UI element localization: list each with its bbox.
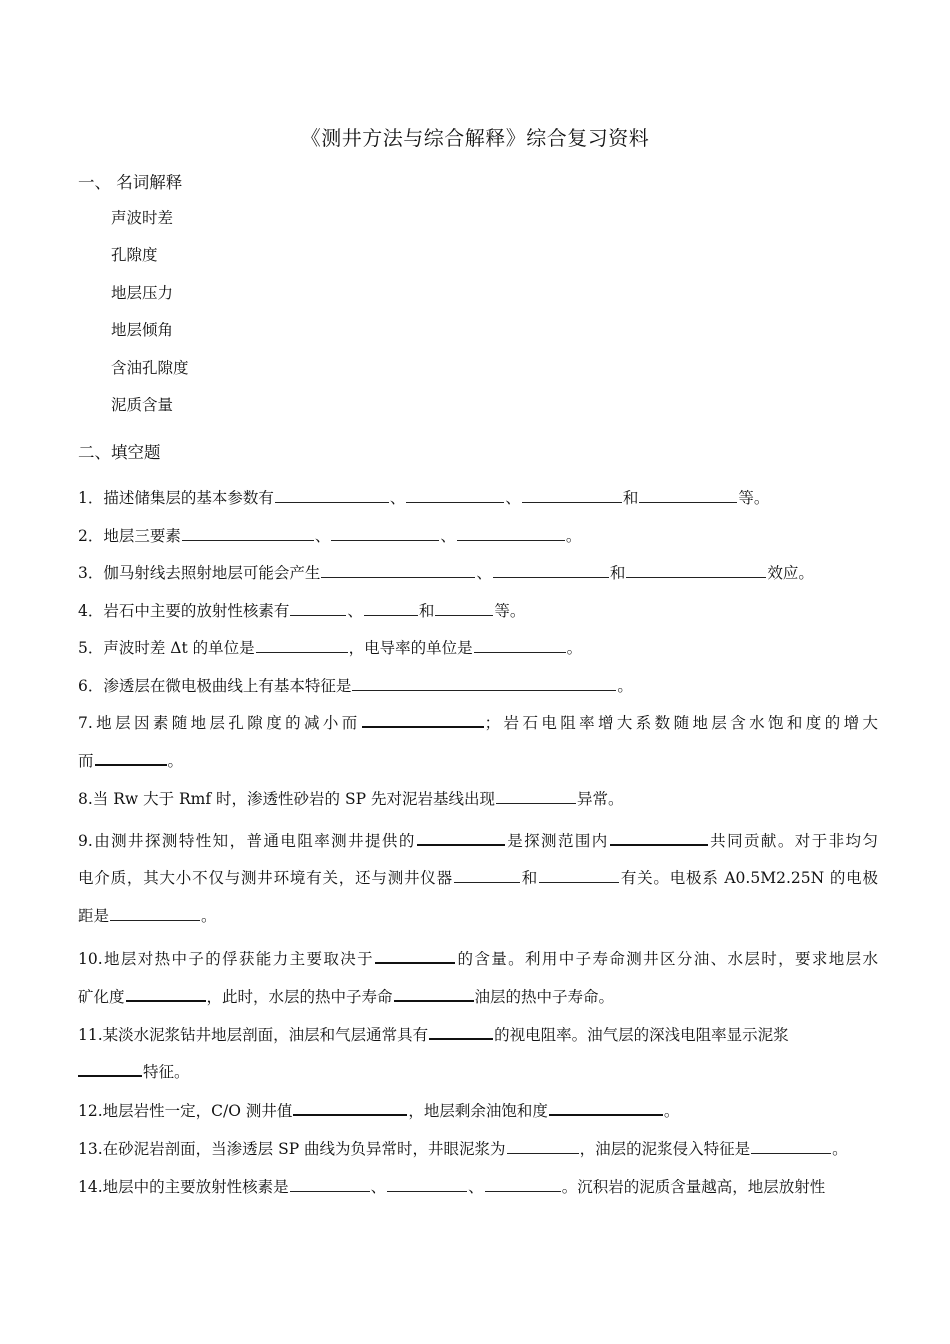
answer-blank[interactable] [429,1024,493,1040]
answer-blank[interactable] [256,638,348,653]
question-text: 和 [520,869,539,887]
question-text: 13.在砂泥岩剖面，当渗透层 SP 曲线为负异常时，井眼泥浆为 [78,1140,506,1158]
question-text: 和 [622,489,639,507]
question-text: 。 [201,907,217,925]
question-text: 油层的热中子寿命。 [474,988,615,1006]
question-text: 效应。 [767,564,814,582]
question-text: 、 [440,527,456,545]
question-text: 2．地层三要素 [78,527,181,545]
question-text: 、 [476,564,492,582]
question-9-line-2 [78,859,878,897]
answer-blank[interactable] [626,563,766,578]
answer-blank[interactable] [95,750,167,766]
question-text: 。 [617,677,633,695]
question-text: 6．渗透层在微电极曲线上有基本特征是 [78,677,352,695]
question-text: 。沉积岩的泥质含量越高，地层放射性 [561,1178,826,1196]
answer-blank[interactable] [485,1177,561,1192]
answer-blank[interactable] [290,601,346,616]
question-text: 8.当 Rw 大于 Rmf 时，渗透性砂岩的 SP 先对泥岩基线出现 [78,790,495,808]
question-2 [78,517,878,555]
question-text: 、 [468,1178,484,1196]
answer-blank[interactable] [522,488,622,503]
answer-blank[interactable] [182,526,314,541]
question-text: 、 [505,489,521,507]
question-text: 7.地层因素随地层孔隙度的减小而 [78,714,361,732]
question-text: 和 [609,564,626,582]
question-11-line-2 [78,1053,878,1091]
answer-blank[interactable] [78,1061,142,1077]
answer-blank[interactable] [290,1177,370,1192]
question-text: ，电导率的单位是 [348,639,473,657]
question-text: 、 [389,489,406,507]
question-text: 异常。 [576,790,624,808]
term-item: 含油孔隙度 [111,359,189,377]
question-text: 3．伽马射线去照射地层可能会产生 [78,564,321,582]
question-text: 。 [663,1102,680,1120]
question-text: 。 [167,752,184,770]
question-5 [78,629,878,667]
answer-blank[interactable] [507,1139,579,1154]
answer-blank[interactable] [331,526,439,541]
question-text: ，油层的泥浆侵入特征是 [579,1140,751,1158]
answer-blank[interactable] [352,676,616,691]
answer-blank[interactable] [457,526,565,541]
question-text: ，此时，水层的热中子寿命 [206,988,393,1006]
question-text: 5．声波时差 Δt 的单位是 [78,639,255,657]
section-heading-terms: 一、 名词解释 [78,173,183,192]
question-text: 等。 [494,602,526,620]
answer-blank[interactable] [375,948,455,964]
question-text: 、 [347,602,363,620]
question-9-line-1 [78,822,878,860]
question-text: 是探测范围内 [505,832,609,850]
question-9-line-3 [78,897,878,935]
question-12 [78,1092,878,1130]
question-text: 4．岩石中主要的放射性核素有 [78,602,290,620]
question-text: 。 [832,1140,848,1158]
question-text: ，地层剩余油饱和度 [408,1102,548,1120]
term-item: 地层倾角 [111,321,174,339]
question-6 [78,667,878,705]
answer-blank[interactable] [610,830,708,846]
question-text: 和 [418,602,435,620]
answer-blank[interactable] [549,1100,663,1116]
question-text: 的视电阻率。油气层的深浅电阻率显示泥浆 [494,1026,789,1044]
question-text: 11.某淡水泥浆钻井地层剖面，油层和气层通常具有 [78,1026,429,1044]
term-item: 声波时差 [111,209,174,227]
term-item: 泥质含量 [111,396,174,414]
question-text: 。 [566,639,583,657]
answer-blank[interactable] [406,488,504,503]
question-text: 。 [565,527,582,545]
term-item: 地层压力 [111,284,174,302]
question-text: ；岩石电阻率增大系数随地层含水饱和度的增大 [484,714,878,732]
answer-blank[interactable] [454,868,520,883]
question-text: 12.地层岩性一定，C/O 测井值 [78,1102,293,1120]
answer-blank[interactable] [435,601,493,616]
answer-blank[interactable] [126,986,206,1002]
answer-blank[interactable] [493,563,609,578]
answer-blank[interactable] [275,488,389,503]
answer-blank[interactable] [321,563,475,578]
question-14 [78,1168,878,1206]
answer-blank[interactable] [539,868,619,883]
question-3 [78,554,878,592]
question-text: 有关。电极系 A0.5M2.25N 的电极 [620,869,878,887]
question-text: 的含量。利用中子寿命测井区分油、水层时，要求地层水 [456,950,878,968]
question-text: 矿化度 [78,988,125,1006]
question-4 [78,592,878,630]
question-text: 1．描述储集层的基本参数有 [78,489,274,507]
answer-blank[interactable] [387,1177,467,1192]
document-title: 《测井方法与综合解释》综合复习资料 [300,126,650,150]
question-text: 、 [370,1178,387,1196]
question-11-line-1 [78,1016,878,1054]
question-10-line-2 [78,978,878,1016]
question-text: 共同贡献。对于非均匀 [708,832,878,850]
question-text: 特征。 [143,1063,190,1081]
question-13 [78,1130,878,1168]
term-item: 孔隙度 [111,246,158,264]
answer-blank[interactable] [362,712,484,728]
question-text: 14.地层中的主要放射性核素是 [78,1178,289,1196]
answer-blank[interactable] [751,1139,831,1154]
question-text: 、 [314,527,331,545]
question-8 [78,780,878,818]
section-heading-fill-blank: 二、填空题 [78,443,161,462]
question-text: 电介质，其大小不仅与测井环境有关，还与测井仪器 [78,869,453,887]
question-10-line-1 [78,940,878,978]
question-text: 10.地层对热中子的俘获能力主要取决于 [78,950,375,968]
question-text: 而 [78,752,94,770]
answer-blank[interactable] [417,830,505,846]
answer-blank[interactable] [496,789,576,804]
answer-blank[interactable] [394,986,474,1002]
answer-blank[interactable] [639,488,737,503]
answer-blank[interactable] [474,638,566,653]
question-text: 等。 [738,489,770,507]
question-7-line-2 [78,742,878,780]
question-text: 距是 [78,907,110,925]
answer-blank[interactable] [110,906,200,921]
question-text: 9.由测井探测特性知，普通电阻率测井提供的 [78,832,416,850]
question-7-line-1 [78,704,878,742]
answer-blank[interactable] [293,1100,407,1116]
question-1 [78,479,878,517]
answer-blank[interactable] [364,601,418,616]
